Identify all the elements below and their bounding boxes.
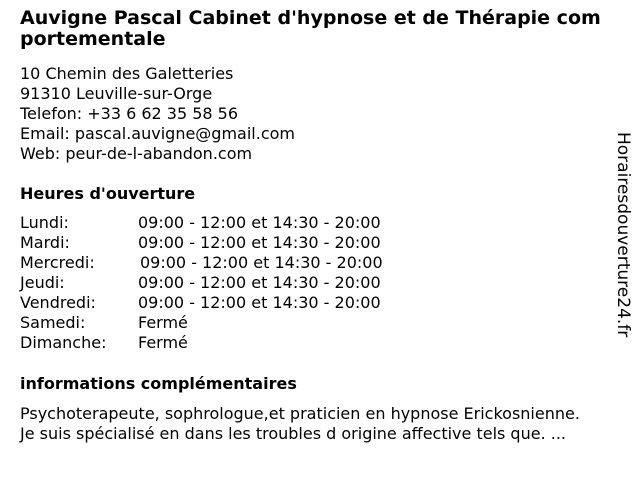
day-label: Jeudi: — [20, 273, 65, 292]
day-label: Mercredi: — [20, 253, 95, 272]
day-label: Lundi: — [20, 213, 69, 232]
day-label: Vendredi: — [20, 293, 96, 312]
address-street: 10 Chemin des Galetteries — [20, 64, 234, 83]
time-value: 09:00 - 12:00 et 14:30 - 20:00 — [140, 253, 383, 272]
business-name: Auvigne Pascal Cabinet d'hypnose et de Thérapie comportementale — [20, 7, 601, 50]
description-line: Je suis spécialisé en dans les troubles d origine affective tels que. ... — [20, 424, 566, 443]
email-address: Email: pascal.auvigne@gmail.com — [20, 124, 295, 143]
address-city: 91310 Leuville-sur-Orge — [20, 84, 213, 103]
description-line: Psychoterapeute, sophrologue,et praticien en hypnose Erickosnienne. — [20, 404, 580, 423]
time-value: Fermé — [138, 333, 188, 352]
time-value: Fermé — [138, 313, 188, 332]
phone-number: Telefon: +33 6 62 35 58 56 — [20, 104, 239, 123]
contact-block — [20, 64, 295, 164]
day-label: Mardi: — [20, 233, 70, 252]
opening-hours-heading: Heures d'ouverture — [20, 184, 196, 203]
hours-row-friday — [20, 293, 440, 313]
site-watermark: Horairesdouverture24.fr — [613, 132, 633, 338]
hours-row-sunday — [20, 333, 440, 353]
hours-row-saturday — [20, 313, 440, 333]
opening-hours-table — [20, 213, 440, 353]
hours-row-monday — [20, 213, 440, 233]
time-value: 09:00 - 12:00 et 14:30 - 20:00 — [138, 233, 381, 252]
website: Web: peur-de-l-abandon.com — [20, 144, 253, 163]
day-label: Dimanche: — [20, 333, 107, 352]
hours-row-wednesday — [20, 253, 440, 273]
time-value: 09:00 - 12:00 et 14:30 - 20:00 — [138, 273, 381, 292]
additional-info-heading: informations complémentaires — [20, 374, 297, 393]
hours-row-tuesday — [20, 233, 440, 253]
time-value: 09:00 - 12:00 et 14:30 - 20:00 — [138, 213, 381, 232]
day-label: Samedi: — [20, 313, 86, 332]
hours-row-thursday — [20, 273, 440, 293]
additional-info-text — [20, 404, 580, 444]
time-value: 09:00 - 12:00 et 14:30 - 20:00 — [138, 293, 381, 312]
